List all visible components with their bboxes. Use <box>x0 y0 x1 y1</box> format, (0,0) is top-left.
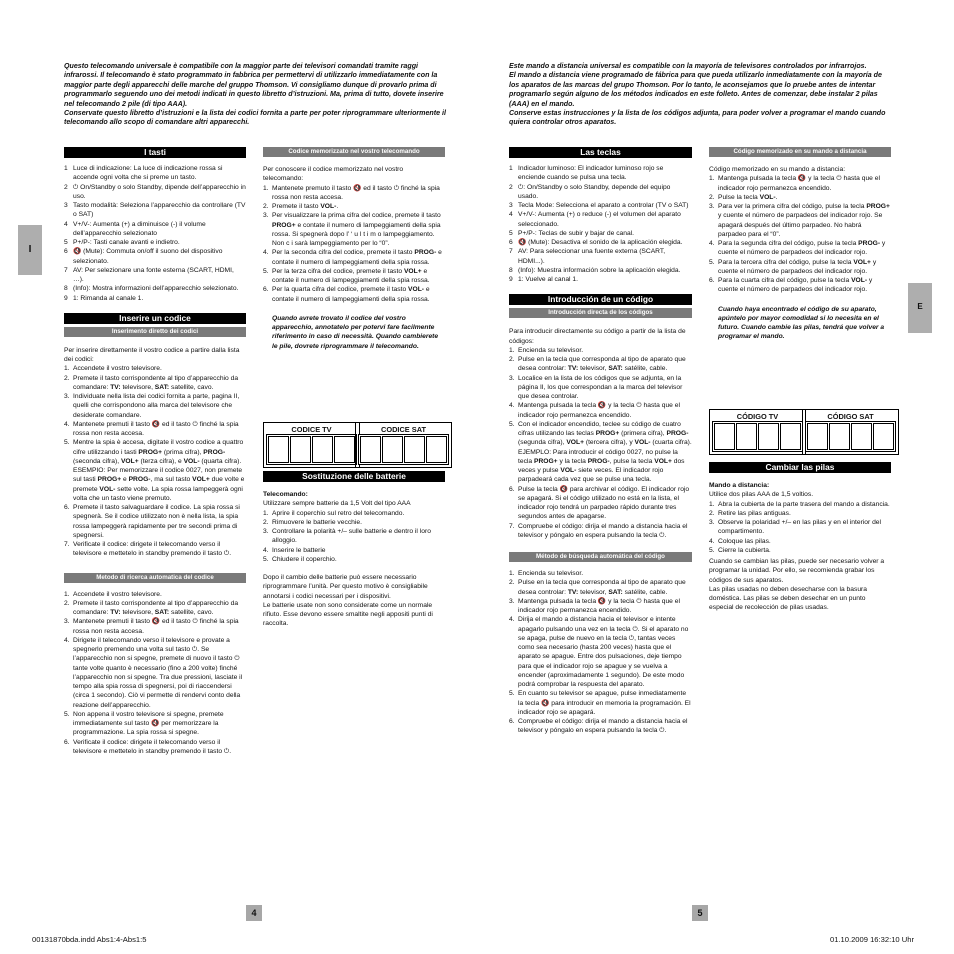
list-item-number: 3. <box>709 203 715 210</box>
list-item-text: 1: Rimanda al canale 1. <box>73 294 144 302</box>
list-item <box>509 210 692 229</box>
list-item-text: Retire las pilas antiguas. <box>718 509 791 517</box>
page-number-left: 4 <box>246 905 262 921</box>
list-item <box>64 392 246 420</box>
list-item <box>64 738 246 757</box>
list-item-number: 2. <box>509 356 515 363</box>
list-item <box>509 201 692 210</box>
list-item <box>709 193 891 202</box>
list-item-number: 2 <box>509 183 513 191</box>
list-item-text: Mantenga pulsada la tecla 🔇 y la tecla ⏻ hasta que el indicador rojo permanezca encendido. <box>718 175 880 192</box>
list-item-text: Mantenga pulsada la tecla 🔇 y la tecla ⏻ hasta que el indicador rojo permanezca encendido. <box>518 402 680 419</box>
it-code-tv-label: CODICE TV <box>291 425 332 434</box>
list-item-number: 6. <box>709 277 715 284</box>
es-memo-list <box>709 174 891 294</box>
list-item-number: 4. <box>509 402 515 410</box>
list-item-text: V+/V-: Aumenta (+) o reduce (-) el volumen del aparato seleccionado. <box>518 211 681 228</box>
it-batt-list <box>263 509 445 565</box>
list-item-text: P+/P-: Tasti canale avanti e indietro. <box>73 239 180 246</box>
list-item-number: 3 <box>509 202 513 209</box>
list-item-text: ⏻: On/Standby o solo Standby, depende del equipo usado. <box>518 183 671 200</box>
list-item <box>64 220 246 239</box>
list-item <box>64 617 246 636</box>
list-item <box>509 275 692 284</box>
it-batt-note: Dopo il cambio delle batterie può essere necessario riprogrammare l’unità. Per questo motivo è consigliabile annotarsi i codici necessari per i dispositivi. Le batterie usate non sono considerate come un normale rifiuto. Esse devono essere smaltite negli appositi punti di raccolta. <box>263 574 433 628</box>
it-batt-head: Telecomando: <box>263 491 308 498</box>
list-item <box>509 420 692 485</box>
list-item-number: 3. <box>64 618 70 626</box>
list-item-text: 🔇 (Mute): Commuta on/off il suono del dispositivo selezionato. <box>73 248 223 265</box>
list-item <box>64 420 246 439</box>
es-directa-intro: Para introducir directamente su código a partir de la lista de códigos: <box>509 328 686 345</box>
language-tab-label: I <box>28 244 32 255</box>
list-item-number: 3. <box>263 528 269 535</box>
list-item <box>509 238 692 247</box>
list-item <box>64 540 246 559</box>
list-item <box>709 258 891 277</box>
list-item <box>509 717 692 736</box>
es-busqueda-subheading: Método de búsqueda automática del código <box>509 552 692 562</box>
list-item <box>64 364 246 373</box>
es-intro-code-heading: Introducción de un código <box>509 294 692 305</box>
it-memo-subheading: Codice memorizzato nel vostro telecomando <box>263 147 445 157</box>
list-item <box>263 527 445 546</box>
list-item-number: 6. <box>64 738 70 746</box>
list-item <box>709 239 891 258</box>
list-item <box>64 438 246 503</box>
list-item-text: Chiudere il coperchio. <box>272 555 337 563</box>
it-memo-list <box>263 184 445 304</box>
list-item <box>709 202 891 239</box>
list-item-number: 7. <box>509 522 515 530</box>
list-item-text: Mantenete premuti il tasto 🔇 ed il tasto ⏻ finché la spia rossa non resta accesa. <box>73 420 239 437</box>
list-item-text: Dirigete il telecomando verso il televisore e provate a spegnerlo premendo una volta sul tasto ⏻. Se l’apparecchio non si spegne, premete di nuovo il tasto ⏻ tante volte quanto è necessario (fino a 200 volte) finché l’apparecchio non si spegne. Tra due pressioni, lasciate il tempo alla spia rossa di spegnersi, poi di riaccendersi (circa 1 secondo). Ciò vi permette di rendervi conto della reazione dell’apparecchio. <box>73 636 243 709</box>
list-item <box>509 578 692 597</box>
footer-date: 01.10.2009 16:32:10 Uhr <box>829 935 914 944</box>
list-item-number: 4 <box>64 220 68 228</box>
list-item-number: 1 <box>64 165 68 172</box>
list-item-text: Verificate il codice: dirigete il telecomando verso il televisore e mettetelo in standby premendo il tasto ⏻. <box>73 541 232 558</box>
es-column-1 <box>509 147 692 736</box>
es-batt-list <box>709 500 891 556</box>
list-item-text: Pulse en la tecla que corresponda al tipo de aparato que desea controlar: TV: televisor, SAT: satélite, cable. <box>518 356 686 373</box>
list-item-text: Non appena il vostro televisore si spegne, premete immediatamente sul tasto 🔇 per memorizzare la programmazione. La spia rossa si spegne. <box>73 710 224 737</box>
language-tab-it <box>18 225 42 275</box>
es-intro: Este mando a distancia universal es compatible con la mayoría de televisores controlados por infrarrojos. El mando a distancia viene programado de fábrica para que pueda utilizarlo inmediatamente con la mayoría de los aparatos de las marcas del grupo Thomson. Por lo tanto, le aconsejamos que lo pruebe antes de intentar programarlo según alguno de los métodos indicados en este folleto. Antes de comenzar, debe instalar 2 pilas (AAA) en el mando. Conserve estas instrucciones y la lista de los códigos adjunta, para poder volver a programar el mando cuando quiera controlar otros aparatos. <box>509 62 886 127</box>
list-item <box>709 546 891 555</box>
list-item-number: 3. <box>263 212 269 220</box>
page-number-right: 5 <box>692 905 708 921</box>
it-diretto-subheading: Inserimento diretto dei codici <box>64 327 246 337</box>
it-tasti-list <box>64 164 246 303</box>
list-item-number: 7. <box>64 541 70 548</box>
list-item <box>263 546 445 555</box>
list-item-number: 2. <box>709 193 715 201</box>
list-item-text: Controllare la polarità +/– sulle batterie e dentro il loro alloggio. <box>272 528 431 545</box>
list-item <box>509 485 692 522</box>
list-item-text: Premete il tasto corrispondente al tipo d’apparecchio da comandare: TV: televisore, SAT: satellite, cavo. <box>73 599 239 616</box>
list-item-number: 1. <box>263 509 269 517</box>
list-item-number: 1 <box>509 165 513 172</box>
list-item-text: En cuanto su televisor se apague, pulse inmediatamente la tecla 🔇 para introducir en memoria la programación. El indicador rojo se apagará. <box>518 690 691 716</box>
list-item-text: Mantenete premuti il tasto 🔇 ed il tasto ⏻ finché la spia rossa non resta accesa. <box>73 618 239 635</box>
list-item <box>263 555 445 564</box>
list-item-number: 5. <box>263 555 269 563</box>
list-item-text: Mantenete premuto il tasto 🔇 ed il tasto ⏻ finché la spia rossa non resta accesa. <box>272 184 440 201</box>
list-item-text: 1: Vuelve al canal 1. <box>518 276 578 283</box>
list-item-number: 4. <box>263 249 269 257</box>
list-item-text: Compruebe el código: dirija el mando a distancia hacia el televisor y póngalo en espera pulsando la tecla ⏻. <box>518 522 688 539</box>
it-inserire-heading: Inserire un codice <box>64 313 246 324</box>
list-item-number: 5. <box>263 267 269 275</box>
it-code-sat-label: CODICE SAT <box>380 425 427 434</box>
list-item <box>509 615 692 689</box>
list-item <box>263 267 445 286</box>
list-item-number: 9 <box>509 276 513 283</box>
list-item-text: Accendete il vostro televisore. <box>73 365 162 373</box>
list-item-text: AV: Para seleccionar una fuente externa (SCART, HDMI...). <box>518 248 666 265</box>
list-item-number: 3 <box>64 202 68 209</box>
es-code-tv-grid <box>712 421 803 452</box>
it-batt-heading: Sostituzione delle batterie <box>263 471 445 482</box>
list-item-text: Tasto modalità: Seleziona l’apparecchio da controllare (TV o SAT) <box>73 202 246 219</box>
list-item-number: 7 <box>509 248 513 256</box>
list-item-text: (Info): Mostra informazioni dell’apparecchio selezionato. <box>73 285 239 293</box>
es-batt-heading: Cambiar las pilas <box>709 462 891 473</box>
it-tasti-heading: I tasti <box>64 147 246 158</box>
list-item-number: 1. <box>709 500 715 508</box>
list-item-number: 6 <box>64 248 68 256</box>
it-memo-intro: Per conoscere il codice memorizzato nel vostro telecomando: <box>263 166 404 183</box>
list-item-number: 2. <box>64 374 70 382</box>
list-item <box>263 248 445 267</box>
list-item-number: 6. <box>64 504 70 511</box>
it-code-sat-box <box>355 422 452 468</box>
list-item-number: 6 <box>509 239 513 246</box>
list-item-number: 1. <box>263 184 269 192</box>
list-item-text: Per visualizzare la prima cifra del codice, premete il tasto PROG+ e contate il numero di lampeggiamenti della spia rossa. Si spegnerà dopo l’ ‘ u l t i m o lampeggiamento. Non c i sarà lampeggiamento per lo “0”. <box>272 212 441 247</box>
list-item-number: 3. <box>509 597 515 605</box>
list-item-number: 5. <box>509 690 515 698</box>
list-item-text: Per la seconda cifra del codice, premete il tasto PROG- e contate il numero di lampeggiamenti della spia rossa. <box>272 249 442 266</box>
es-batt-intro: Utilice dos pilas AAA de 1,5 voltios. <box>709 491 814 499</box>
list-item <box>263 285 445 304</box>
list-item-number: 5. <box>509 420 515 428</box>
list-item-text: Para la cuarta cifra del código, pulse la tecla VOL- y cuente el número de parpadeos del indicador rojo. <box>718 277 873 294</box>
es-code-sat-grid <box>805 421 896 452</box>
list-item-text: Premete il tasto corrispondente al tipo d’apparecchio da comandare: TV: televisore, SAT: satellite, cavo. <box>73 374 239 391</box>
es-battery-section <box>709 462 891 613</box>
language-tab-es <box>908 283 932 333</box>
list-item <box>64 636 246 710</box>
list-item-text: Mentre la spia è accesa, digitate il vostro codice a quattro cifre utilizzando i tasti PROG+ (prima cifra), PROG- (seconda cifra), VOL+ (terza cifra), e VOL- (quarta cifra). ESEMPIO: Per memorizzare il codice 0027, non premete sul tasti PROG+ e PROG-, ma sul tasto VOL+ due volte e premete VOL- sette volte. La spia rossa lampeggerà ogni volta che un tasto viene premuto. <box>73 439 245 502</box>
list-item-number: 2. <box>64 599 70 607</box>
list-item <box>64 590 246 599</box>
list-item <box>263 202 445 211</box>
es-code-sat-label: CÓDIGO SAT <box>827 412 874 421</box>
list-item-number: 1. <box>509 570 515 577</box>
list-item <box>509 597 692 616</box>
list-item-number: 2. <box>509 579 515 587</box>
list-item <box>509 689 692 717</box>
list-item <box>509 522 692 541</box>
list-item-number: 4. <box>263 546 269 554</box>
es-teclas-heading: Las teclas <box>509 147 692 158</box>
list-item-text: Accendete il vostro televisore. <box>73 590 162 598</box>
list-item-number: 1. <box>64 590 70 598</box>
list-item <box>64 183 246 202</box>
list-item-text: Premete il tasto salvaguardare il codice. La spia rossa si spegnerà. Se il codice utilizzato non è nella lista, la spia rossa lampeggerà rapidamente per tre secondi prima di spegnersi. <box>73 504 240 539</box>
list-item-number: 4 <box>509 211 513 219</box>
list-item <box>64 266 246 285</box>
list-item-text: Inserire le batterie <box>272 546 326 554</box>
list-item-text: 🔇 (Mute): Desactiva el sonido de la aplicación elegida. <box>518 239 683 246</box>
it-code-tv-box <box>263 422 360 468</box>
es-code-tv-box <box>709 409 806 455</box>
es-memo-subheading: Código memorizado en su mando a distancia <box>709 147 891 157</box>
list-item <box>64 503 246 540</box>
list-item <box>64 201 246 220</box>
list-item-text: Coloque las pilas. <box>718 537 771 545</box>
list-item <box>64 374 246 393</box>
list-item-number: 9 <box>64 294 68 302</box>
language-tab-label: E <box>917 302 923 311</box>
list-item-number: 5. <box>709 258 715 266</box>
list-item-number: 1. <box>64 365 70 373</box>
list-item-number: 5 <box>509 229 513 237</box>
list-item-number: 4. <box>64 420 70 428</box>
list-item-number: 2. <box>263 518 269 526</box>
list-item-number: 5. <box>64 710 70 718</box>
es-directa-subheading: Introducción directa de los códigos <box>509 308 692 318</box>
list-item <box>263 184 445 203</box>
list-item-number: 4. <box>709 240 715 247</box>
list-item-number: 1. <box>709 175 715 183</box>
list-item-number: 4. <box>709 537 715 545</box>
list-item-text: Premete il tasto VOL-. <box>272 203 339 210</box>
list-item-text: Dirija el mando a distancia hacia el televisor e intente apagarlo pulsando una vez en la tecla ⏻. Si el aparato no se apaga, pulse de nuevo en la tecla ⏻, tantas veces como sea necesario (hasta 200 veces) hasta que el aparato se apague. Entre dos pulsaciones, deje tiempo para que el indicador rojo se apague y se vuelva a encender (aproximadamente 1 segundo). De este modo podrá comprobar la respuesta del aparato. <box>518 616 689 688</box>
list-item-text: ⏻ On/Standby o solo Standby, dipende dell’apparecchio in uso. <box>73 183 246 200</box>
it-ricerca-list <box>64 590 246 757</box>
list-item-number: 3. <box>64 393 70 400</box>
list-item-number: 8 <box>64 285 68 293</box>
list-item-text: Cierre la cubierta. <box>718 546 771 554</box>
list-item-text: Compruebe el código: dirija el mando a distancia hacia el televisor y póngalo en espera pulsando la tecla ⏻. <box>518 718 688 735</box>
list-item <box>509 229 692 238</box>
list-item <box>64 294 246 303</box>
list-item-text: Para la tercera cifra del código, pulse la tecla VOL+ y cuente el número de parpadeos del indicador rojo. <box>718 258 877 275</box>
list-item <box>709 174 891 193</box>
list-item-number: 3. <box>509 374 515 382</box>
list-item <box>263 211 445 248</box>
list-item-number: 3. <box>709 519 715 526</box>
list-item <box>263 518 445 527</box>
es-busqueda-list <box>509 569 692 736</box>
list-item <box>64 284 246 293</box>
list-item <box>709 537 891 546</box>
list-item <box>709 518 891 537</box>
es-column-2 <box>709 147 891 342</box>
it-diretto-list <box>64 364 246 558</box>
it-ricerca-subheading: Metodo di ricerca automatica del codice <box>64 573 246 583</box>
it-battery-section <box>263 471 445 629</box>
footer-file: 00131870bda.indd Abs1:4-Abs1:5 <box>32 935 147 944</box>
list-item-number: 6. <box>263 286 269 294</box>
list-item-number: 6. <box>509 718 515 725</box>
list-item <box>263 509 445 518</box>
list-item-number: 8 <box>509 266 513 274</box>
list-item-number: 2 <box>64 183 68 191</box>
it-diretto-intro: Per inserire direttamente il vostro codice a partire dalla lista dei codici: <box>64 346 240 363</box>
es-directa-list <box>509 346 692 540</box>
list-item-number: 5 <box>64 239 68 246</box>
it-column-1 <box>64 147 246 756</box>
list-item-text: Luce di indicazione: La luce di indicazione rossa si accende ogni volta che si preme un tasto. <box>73 165 223 182</box>
es-code-tv-label: CÓDIGO TV <box>736 412 779 421</box>
list-item <box>709 509 891 518</box>
es-teclas-list <box>509 164 692 284</box>
es-memo-note: Cuando haya encontrado el código de su aparato, apúntelo por mayor comodidad si lo necesita en el futuro. Cuando cambie las pilas, tendrá que volver a programar el mando. <box>718 305 885 341</box>
list-item-text: Pulse la tecla VOL-. <box>718 193 778 201</box>
list-item-text: (Info): Muestra información sobre la aplicación elegida. <box>518 266 681 274</box>
es-batt-note: Cuando se cambian las pilas, puede ser necesario volver a programar la unidad. Por ello, se recomienda grabar los códigos de sus aparatos. Las pilas usadas no deben desecharse con la basura doméstica. Las pilas se deben desechar en un punto especial de recolección de pilas usadas. <box>709 558 885 612</box>
it-column-2 <box>263 147 445 351</box>
list-item-number: 1. <box>509 346 515 354</box>
list-item-number: 4. <box>509 616 515 624</box>
it-code-tv-grid <box>266 434 357 465</box>
list-item-text: Per la terza cifra del codice, premete il tasto VOL+ e contate il numero di lampeggiamenti della spia rossa. <box>272 267 430 284</box>
list-item-text: Abra la cubierta de la parte trasera del mando a distancia. <box>718 500 890 508</box>
list-item-number: 2. <box>263 203 269 210</box>
list-item <box>64 599 246 618</box>
list-item <box>509 183 692 202</box>
list-item <box>709 276 891 295</box>
list-item-text: Verificate il codice: dirigete il telecomando verso il televisore e mettetelo in standby premendo il tasto ⏻. <box>73 738 232 755</box>
list-item-text: AV: Per selezionare una fonte esterna (SCART, HDMI, …). <box>73 266 234 283</box>
list-item-text: Rimuovere le batterie vecchie. <box>272 518 362 526</box>
list-item-text: V+/V-: Aumenta (+) a diminuisce (-) il volume dell’apparecchio selezionato <box>73 220 206 237</box>
list-item <box>509 247 692 266</box>
list-item-text: Indicador luminoso: El indicador luminoso rojo se enciende cuando se pulsa una tecla. <box>518 165 664 182</box>
list-item-text: Para la segunda cifra del código, pulse la tecla PROG- y cuente el número de parpadeos del indicador rojo. <box>718 240 886 257</box>
list-item-text: Pulse en la tecla que corresponda al tipo de aparato que desea controlar: TV: televisor, SAT: satélite, cable. <box>518 579 686 596</box>
list-item <box>64 710 246 738</box>
list-item-text: Para ver la primera cifra del código, pulse la tecla PROG+ y cuente el número de parpadeos del indicador rojo. Se apagará después del último parpadeo. No habrá parpadeo para el “0”. <box>718 203 890 238</box>
list-item-number: 2. <box>709 509 715 517</box>
list-item-number: 7 <box>64 266 68 274</box>
it-code-sat-grid <box>358 434 449 465</box>
list-item-text: Pulse la tecla 🔇 para archivar el código. El indicador rojo se apagará. Si el código utilizado no está en la lista, el indicador rojo tendrá un parpadeo rápido durante tres segundos antes de apagarse. <box>518 485 690 521</box>
list-item <box>509 346 692 355</box>
es-memo-intro: Código memorizado en su mando a distancia: <box>709 166 846 173</box>
list-item-number: 5. <box>709 546 715 554</box>
list-item-text: Encienda su televisor. <box>518 346 584 354</box>
list-item-number: 5. <box>64 439 70 447</box>
it-intro: Questo telecomando universale è compatibile con la maggior parte dei televisori comandati tramite raggi infrarossi. Il telecomando è stato programmato in fabbrica per permettervi di utilizzarlo immediatamente con la maggior parte degli apparecchi delle marche del gruppo Thomson. Vi consigliamo dunque di provarlo prima di programmarlo seguendo uno dei metodi indicati in questo libretto d’istruzioni. Ma, prima di tutto, dovete inserire nel telecomando 2 pile (di tipo AAA). Conservate questo libretto d’istruzioni e la lista dei codici fornita a parte per poter riprogrammare ulteriormente il telecomando allo scopo di comandare altri apparecchi. <box>64 62 446 127</box>
list-item <box>709 500 891 509</box>
list-item-text: Encienda su televisor. <box>518 570 584 577</box>
list-item <box>64 238 246 247</box>
list-item-text: P+/P-: Teclas de subir y bajar de canal. <box>518 229 635 237</box>
list-item-text: Mantenga pulsada la tecla 🔇 y la tecla ⏻ hasta que el indicador rojo permanezca encendido. <box>518 597 680 614</box>
it-memo-note: Quando avrete trovato il codice del vostro apparecchio, annotatelo per potervi fare facilmente riferimento in caso di necessità. Quando cambierete le pile, dovrete riprogrammare il telecomando. <box>272 314 439 350</box>
list-item-text: Per la quarta cifra del codice, premete il tasto VOL- e contate il numero di lampeggiamenti della spia rossa. <box>272 286 430 303</box>
it-batt-intro: Utilizzare sempre batterie da 1,5 Volt del tipo AAA <box>263 500 411 508</box>
list-item-number: 4. <box>64 636 70 644</box>
es-batt-head: Mando a distancia: <box>709 482 770 489</box>
list-item <box>509 164 692 183</box>
list-item <box>509 374 692 402</box>
list-item-text: Tecla Mode: Selecciona el aparato a controlar (TV o SAT) <box>518 202 689 209</box>
list-item-text: Observe la polaridad +/– en las pilas y en el interior del compartimento. <box>718 519 882 536</box>
list-item-text: Localice en la lista de los códigos que se adjunta, en la página II, los que correspondan a la marca del televisor que desea controlar. <box>518 374 683 400</box>
list-item <box>64 247 246 266</box>
list-item-text: Aprire il coperchio sul retro del telecomando. <box>272 509 405 517</box>
list-item <box>509 355 692 374</box>
list-item-text: Individuate nella lista dei codici fornita a parte, pagina II, quelli che corrispondono alla marca del televisore che desiderate comandare. <box>73 393 240 419</box>
list-item-number: 6. <box>509 485 515 493</box>
list-item-text: Con el indicador encendido, teclee su código de cuatro cifras utilizando las teclas PROG+ (primera cifra), PROG- (segunda cifra), VOL+ (tercera cifra), y VOL- (cuarta cifra). EJEMPLO: Para introducir el código 0027, no pulse la tecla PROG+ y la tecla PROG-, pulse la tecla VOL+ dos veces y pulse VOL- siete veces. El indicador rojo parpadeará cada vez que se pulse una tecla. <box>518 420 692 484</box>
list-item <box>64 164 246 183</box>
list-item <box>509 401 692 420</box>
list-item <box>509 266 692 275</box>
es-code-sat-box <box>802 409 899 455</box>
list-item <box>509 569 692 578</box>
